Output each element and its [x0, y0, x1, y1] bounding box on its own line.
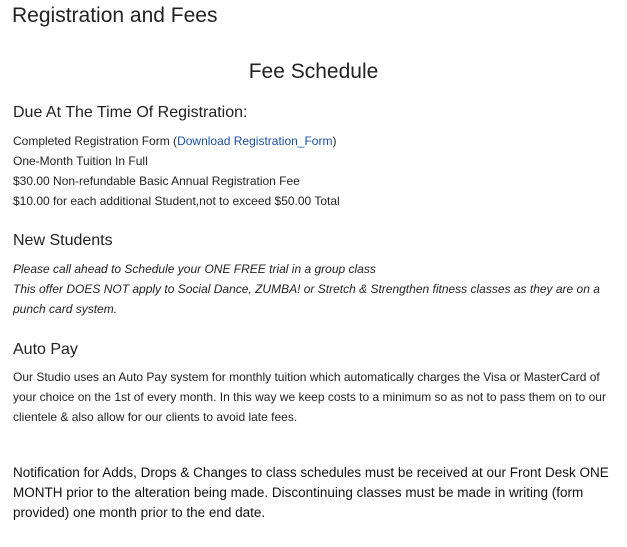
registration-heading: Due At The Time Of Registration:	[13, 104, 248, 121]
download-registration-form-link[interactable]: Download Registration_Form	[177, 134, 333, 148]
auto-pay-heading: Auto Pay	[13, 341, 78, 358]
new-students-heading: New Students	[13, 232, 113, 249]
page-title: Registration and Fees	[12, 4, 218, 27]
new-students-line: This offer DOES NOT apply to Social Dance, ZUMBA! or Stretch & Strengthen fitness classes as they are on a	[13, 282, 600, 296]
auto-pay-line: your choice on the 1st of every month. In this way we keep costs to a minimum so as not to pass them on to our	[13, 390, 606, 404]
registration-item: $10.00 for each additional Student,not to exceed $50.00 Total	[13, 194, 340, 208]
new-students-line: punch card system.	[13, 302, 118, 316]
registration-form-suffix: )	[332, 134, 337, 148]
fee-schedule-title: Fee Schedule	[248, 60, 379, 83]
schedule-change-notice: Notification for Adds, Drops & Changes to class schedules must be received at our Front Desk ONE MONTH prior to the alteration being made. Discontinuing classes must be made in writing (form provided) one month prior to the end date.	[13, 465, 609, 520]
registration-form-prefix: Completed Registration Form (	[13, 134, 178, 148]
new-students-line: Please call ahead to Schedule your ONE FREE trial in a group class	[13, 262, 376, 276]
registration-item: $30.00 Non-refundable Basic Annual Registration Fee	[13, 174, 300, 188]
auto-pay-line: clientele & also allow for our clients to avoid late fees.	[13, 410, 298, 424]
auto-pay-line: Our Studio uses an Auto Pay system for monthly tuition which automatically charges the Visa or MasterCard of	[13, 370, 600, 384]
registration-form-line	[13, 131, 336, 151]
registration-item: One-Month Tuition In Full	[13, 154, 148, 168]
